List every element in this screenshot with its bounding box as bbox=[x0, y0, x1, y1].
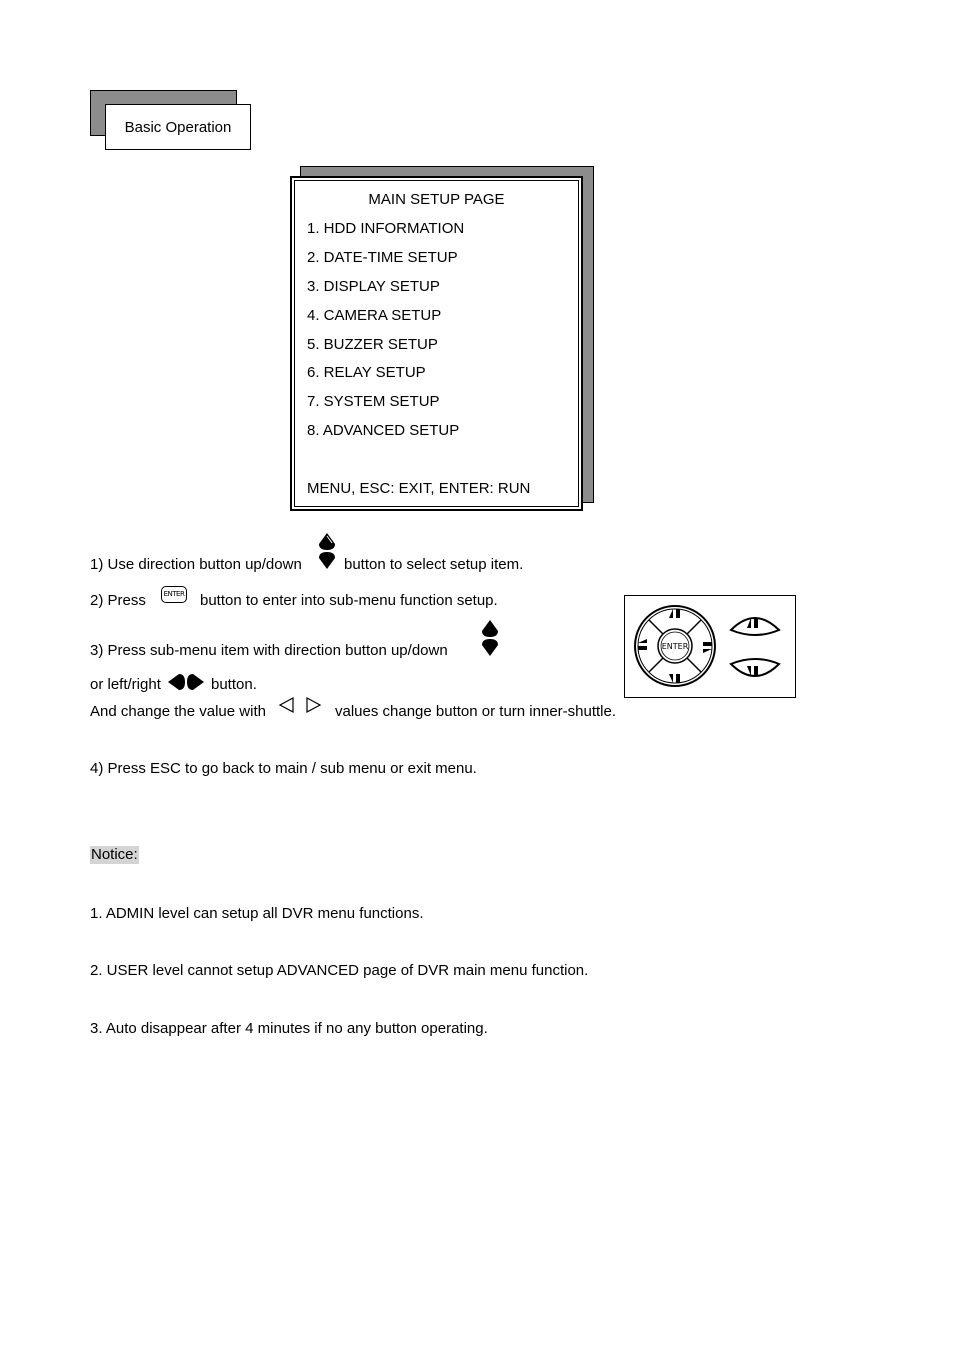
up-down-arrow-icon bbox=[317, 532, 337, 570]
pad-center-label: ENTER bbox=[661, 642, 689, 651]
step2-text-b: button to enter into sub-menu function setup. bbox=[200, 592, 498, 609]
menu-item-display-setup[interactable]: 3. DISPLAY SETUP bbox=[307, 278, 440, 295]
step1-text-b: button to select setup item. bbox=[344, 556, 524, 573]
menu-item-date-time-setup[interactable]: 2. DATE-TIME SETUP bbox=[307, 249, 458, 266]
menu-item-hdd-information[interactable]: 1. HDD INFORMATION bbox=[307, 220, 465, 237]
menu-footer: MENU, ESC: EXIT, ENTER: RUN bbox=[307, 480, 531, 497]
notice-item-user: 2. USER level cannot setup ADVANCED page of DVR main menu function. bbox=[90, 962, 589, 979]
step3-text-a: 3) Press sub-menu item with direction button up/down bbox=[90, 642, 448, 659]
step3-text-c: button. bbox=[211, 676, 257, 693]
step2-text-a: 2) Press bbox=[90, 592, 146, 609]
step4-text: 4) Press ESC to go back to main / sub menu or exit menu. bbox=[90, 760, 477, 777]
left-right-arrow-icon bbox=[167, 672, 205, 692]
menu-item-relay-setup[interactable]: 6. RELAY SETUP bbox=[307, 364, 426, 381]
up-down-arrow-icon bbox=[480, 619, 500, 657]
menu-item-camera-setup[interactable]: 4. CAMERA SETUP bbox=[307, 307, 442, 324]
step3-text-b: or left/right bbox=[90, 676, 161, 693]
menu-item-advanced-setup[interactable]: 8. ADVANCED SETUP bbox=[307, 422, 460, 439]
step1-text-a: 1) Use direction button up/down bbox=[90, 556, 302, 573]
main-setup-menu bbox=[290, 176, 583, 511]
direction-pad-icon bbox=[625, 596, 795, 697]
menu-title: MAIN SETUP PAGE bbox=[368, 191, 505, 208]
control-pad-figure bbox=[624, 595, 796, 698]
notice-label: Notice: bbox=[91, 846, 138, 863]
notice-item-admin: 1. ADMIN level can setup all DVR menu functions. bbox=[90, 905, 424, 922]
notice-item-auto-disappear: 3. Auto disappear after 4 minutes if no any button operating. bbox=[90, 1020, 488, 1037]
step3-text-e: values change button or turn inner-shuttle. bbox=[335, 703, 617, 720]
step3-text-d: And change the value with bbox=[90, 703, 266, 720]
menu-item-buzzer-setup[interactable]: 5. BUZZER SETUP bbox=[307, 336, 438, 353]
menu-item-system-setup[interactable]: 7. SYSTEM SETUP bbox=[307, 393, 440, 410]
enter-key-icon: ENTER bbox=[161, 586, 187, 603]
section-tab bbox=[105, 104, 251, 150]
value-change-arrows-icon bbox=[278, 696, 326, 714]
section-tab-label: Basic Operation bbox=[124, 118, 232, 136]
